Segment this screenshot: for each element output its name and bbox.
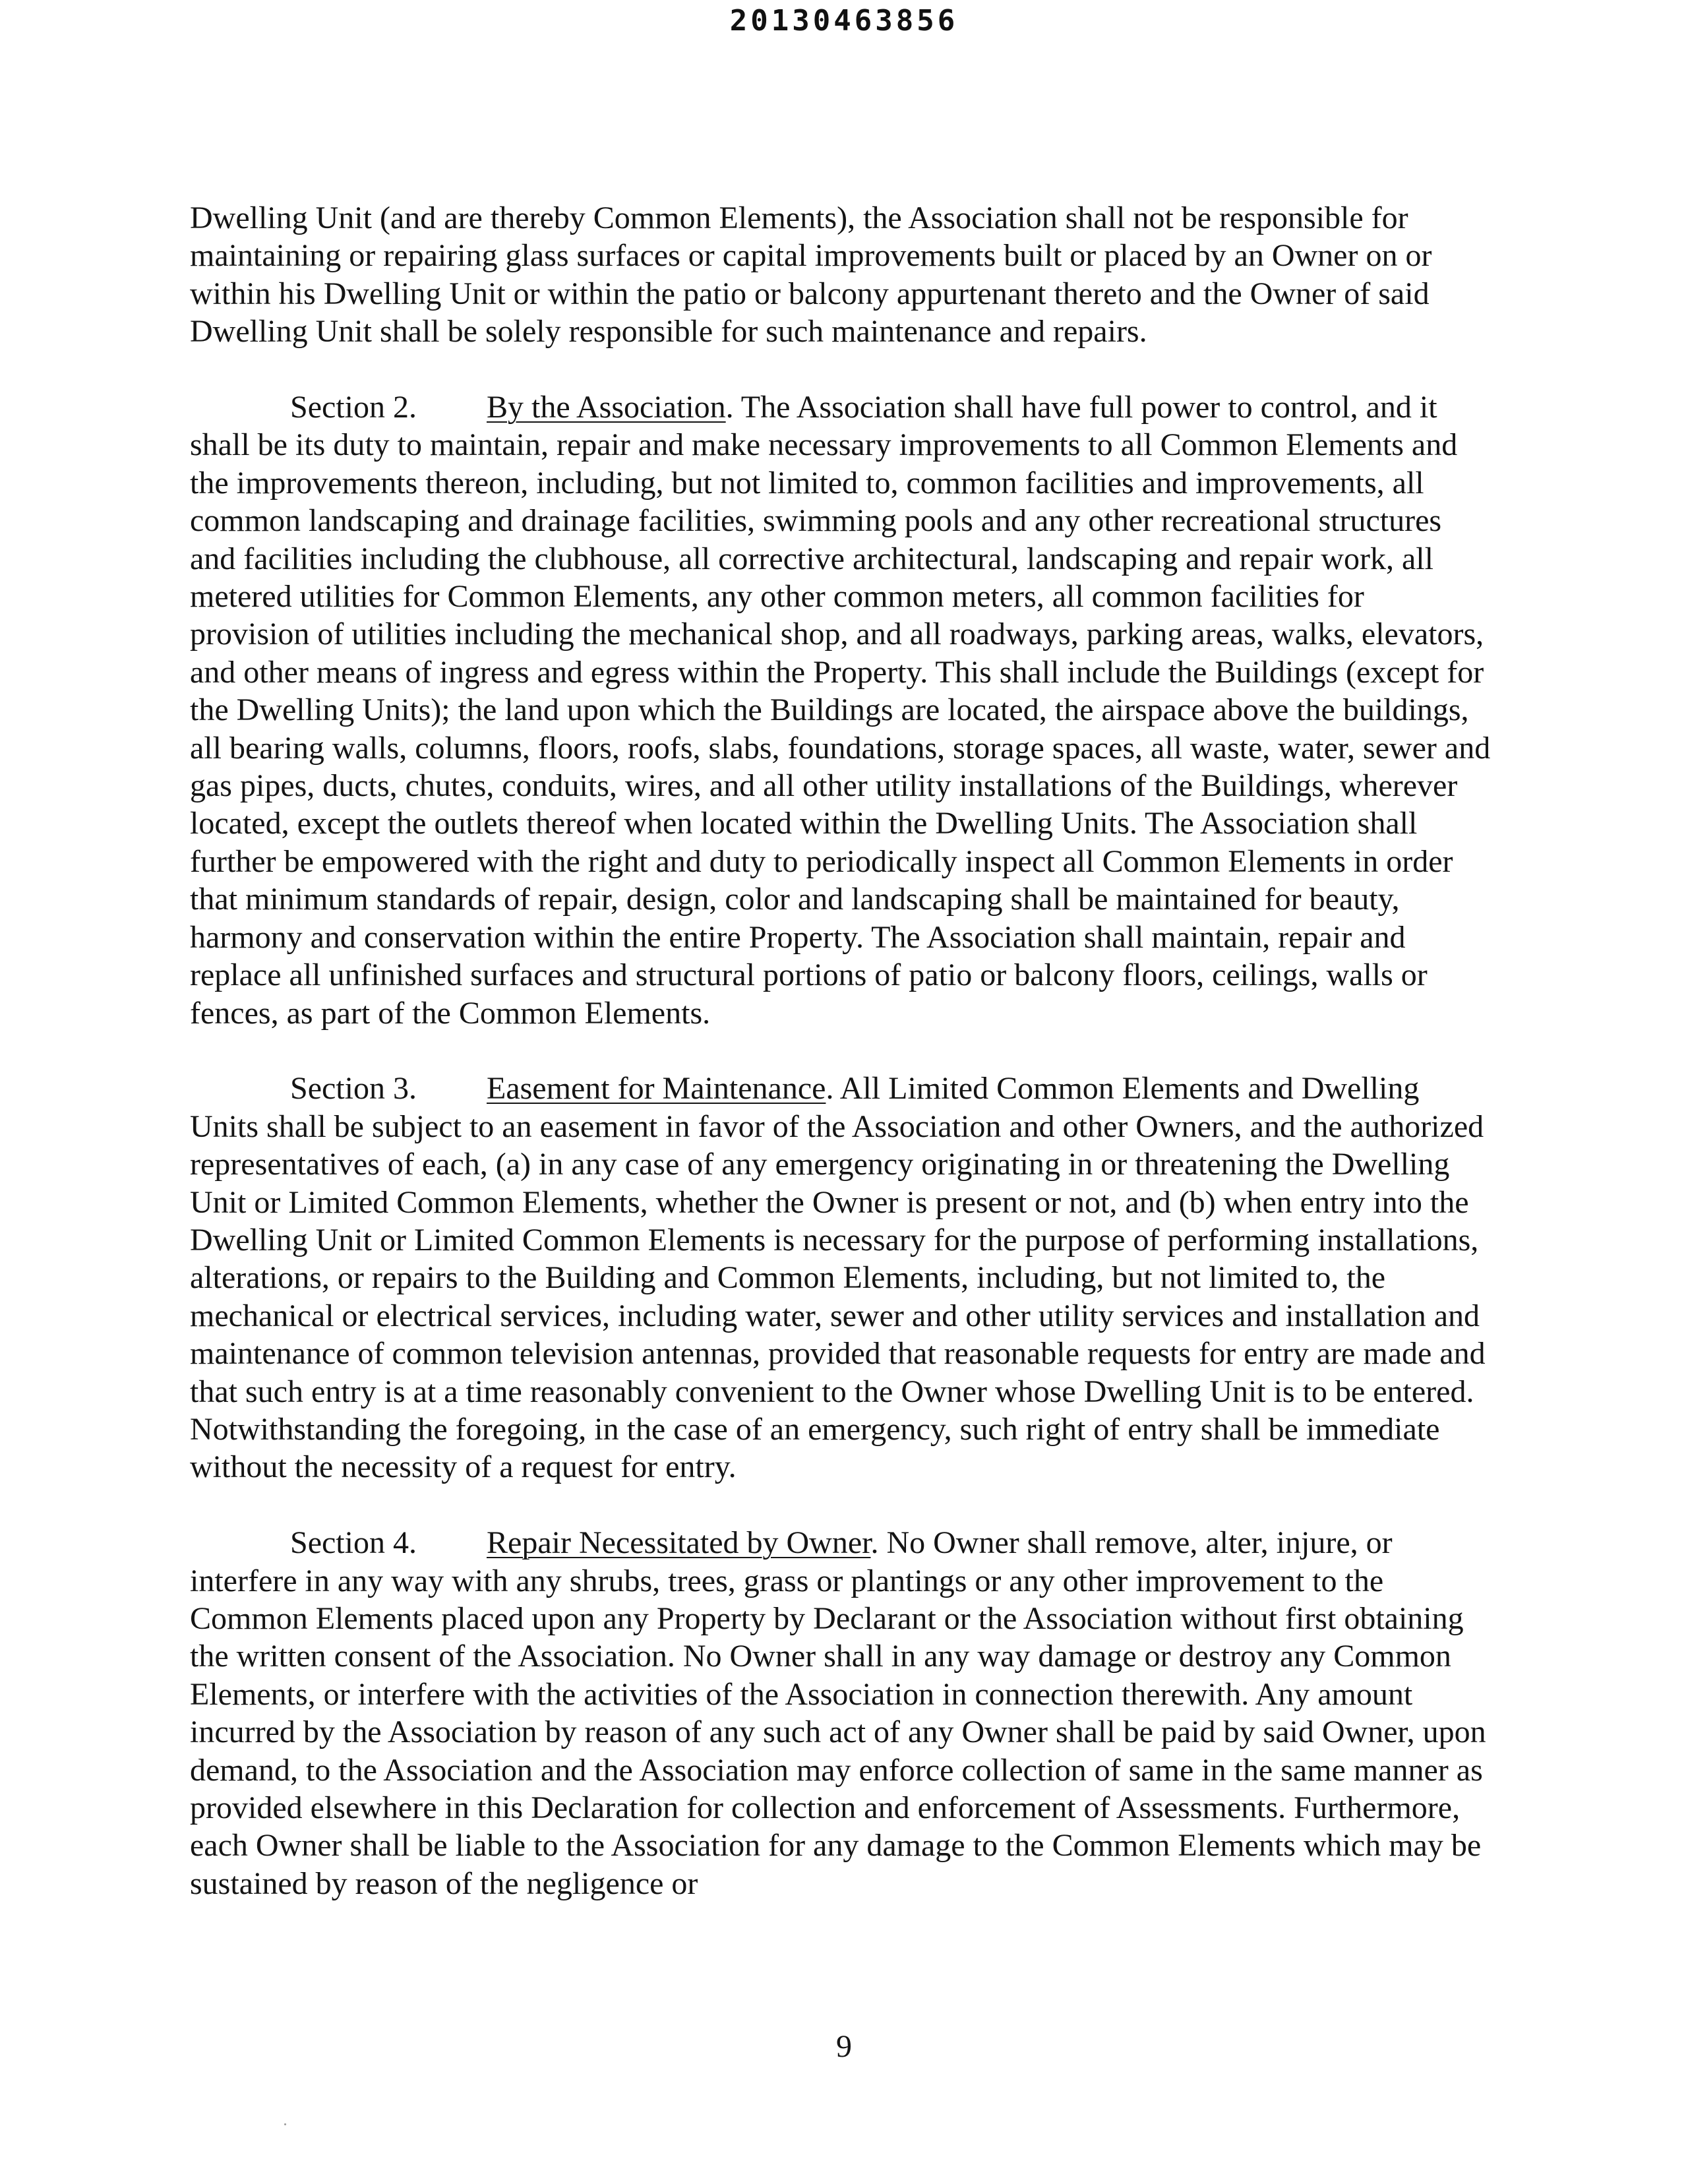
paragraph-continuation (190, 199, 1492, 351)
paragraph-text: . All Limited Common Elements and Dwelling Units shall be subject to an easement in favor of the Association and other Owners, and the authorized representatives of each, (a) in any case of any emergency originating in or threatening the Dwelling Unit or Limited Common Elements, whether the Owner is present or not, and (b) when entry into the Dwelling Unit or Limited Common Elements is necessary for the purpose of performing installations, alterations, or repairs to the Building and Common Elements, including, but not limited to, the mechanical or electrical services, including water, sewer and other utility services and installation and maintenance of common television antennas, provided that reasonable requests for entry are made and that such entry is at a time reasonably convenient to the Owner whose Dwelling Unit is to be entered. Notwithstanding the foregoing, in the case of an emergency, such right of entry shall be immediate without the necessity of a request for entry. (190, 1071, 1486, 1485)
section-label: Section 2. (290, 390, 417, 425)
scan-speck (284, 2123, 286, 2125)
page-number: 9 (836, 2029, 852, 2064)
paragraph-section-2 (190, 388, 1492, 1032)
paragraph-text: . The Association shall have full power to control, and it shall be its duty to maintain, repair and make necessary improvements to all Common Elements and the improvements thereon, including, but not limited to, common facilities and improvements, all common landscaping and drainage facilities, swimming pools and any other recreational structures and facilities including the clubhouse, all corrective architectural, landscaping and repair work, all metered utilities for Common Elements, any other common meters, all common facilities for provision of utilities including the mechanical shop, and all roadways, parking areas, walks, elevators, and other means of ingress and egress within the Property. This shall include the Buildings (except for the Dwelling Units); the land upon which the Buildings are located, the airspace above the buildings, all bearing walls, columns, floors, roofs, slabs, foundations, storage spaces, all waste, water, sewer and gas pipes, ducts, chutes, conduits, wires, and all other utility installations of the Buildings, wherever located, except the outlets thereof when located within the Dwelling Units. The Association shall further be empowered with the right and duty to periodically inspect all Common Elements in order that minimum standards of repair, design, color and landscaping shall be maintained for beauty, harmony and conservation within the entire Property. The Association shall maintain, repair and replace all unfinished surfaces and structural portions of patio or balcony floors, ceilings, walls or fences, as part of the Common Elements. (190, 390, 1491, 1031)
section-heading: Easement for Maintenance (487, 1071, 826, 1107)
section-heading: By the Association (487, 390, 726, 425)
section-heading: Repair Necessitated by Owner (487, 1525, 871, 1561)
document-body (190, 199, 1492, 1941)
section-label: Section 4. (290, 1525, 417, 1561)
paragraph-text: . No Owner shall remove, alter, injure, or interfere in any way with any shrubs, trees, grass or plantings or any other improvement to the Common Elements placed upon any Property by Declarant or the Association without first obtaining the written consent of the Association. No Owner shall in any way damage or destroy any Common Elements, or interfere with the activities of the Association in connection therewith. Any amount incurred by the Association by reason of any such act of any Owner shall be paid by said Owner, upon demand, to the Association and the Association may enforce collection of same in the same manner as provided elsewhere in this Declaration for collection and enforcement of Assessments. Furthermore, each Owner shall be liable to the Association for any damage to the Common Elements which may be sustained by reason of the negligence or (190, 1525, 1486, 1901)
paragraph-text: Dwelling Unit (and are thereby Common Elements), the Association shall not be responsible for maintaining or repairing glass surfaces or capital improvements built or placed by an Owner on or within his Dwelling Unit or within the patio or balcony appurtenant thereto and the Owner of said Dwelling Unit shall be solely responsible for such maintenance and repairs. (190, 200, 1432, 349)
paragraph-section-3 (190, 1070, 1492, 1486)
paragraph-section-4 (190, 1524, 1492, 1902)
section-label: Section 3. (290, 1071, 417, 1107)
document-number: 20130463856 (729, 4, 959, 38)
